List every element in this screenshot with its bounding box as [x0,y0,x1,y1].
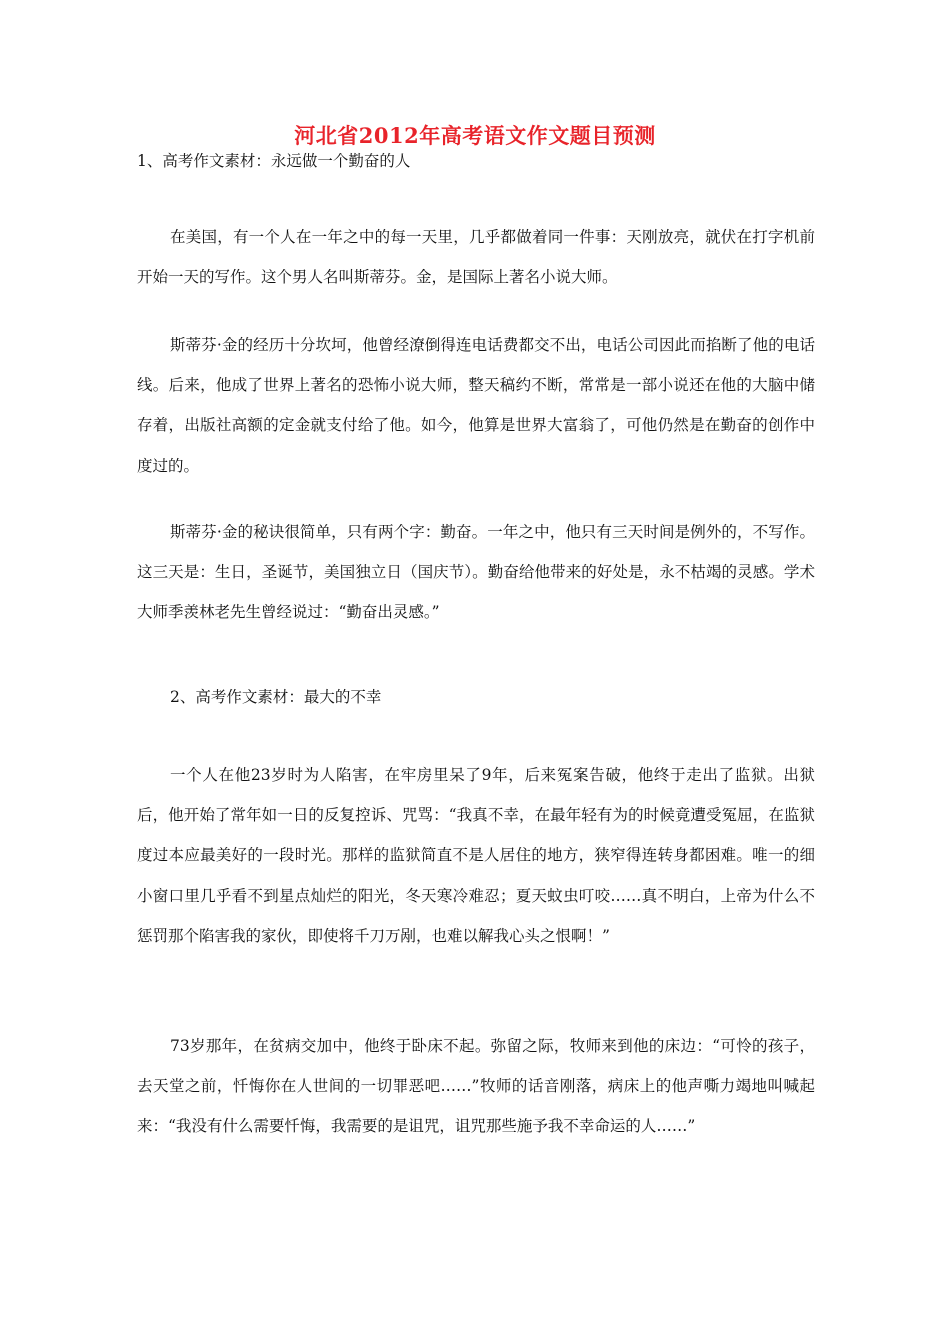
section-2-paragraph-1: 一个人在他23岁时为人陷害，在牢房里呆了9年，后来冤案告破，他终于走出了监狱。出狱后，他开始了常年如一日的反复控诉、咒骂：“我真不幸，在最年轻有为的时候竟遭受冤屈，在监狱度过本应最美好的一段时光。那样的监狱简直不是人居住的地方，狭窄得连转身都困难。唯一的细小窗口里几乎看不到星点灿烂的阳光，冬天寒冷难忍；夏天蚊虫叮咬……真不明白，上帝为什么不惩罚那个陷害我的家伙，即使将千刀万剐，也难以解我心头之恨啊！” [137,766,815,945]
document-title: 河北省2012年高考语文作文题目预测 [294,123,656,148]
section-1-paragraph-3: 斯蒂芬·金的秘诀很简单，只有两个字：勤奋。一年之中，他只有三天时间是例外的，不写作。这三天是：生日，圣诞节，美国独立日（国庆节）。勤奋给他带来的好处是，永不枯竭的灵感。学术大师季羡林老先生曾经说过：“勤奋出灵感。” [137,523,815,622]
section-1-paragraph-1: 在美国，有一个人在一年之中的每一天里，几乎都做着同一件事：天刚放亮，就伏在打字机前开始一天的写作。这个男人名叫斯蒂芬。金，是国际上著名小说大师。 [137,228,815,287]
section-1-paragraph-2: 斯蒂芬·金的经历十分坎坷，他曾经潦倒得连电话费都交不出，电话公司因此而掐断了他的电话线。后来，他成了世界上著名的恐怖小说大师，整天稿约不断，常常是一部小说还在他的大脑中储存着，出版社高额的定金就支付给了他。如今，他算是世界大富翁了，可他仍然是在勤奋的创作中度过的。 [137,336,815,475]
section-2-heading: 2、高考作文素材：最大的不幸 [170,688,382,706]
section-1-heading: 1、高考作文素材：永远做一个勤奋的人 [137,152,411,170]
section-2-paragraph-2: 73岁那年，在贫病交加中，他终于卧床不起。弥留之际，牧师来到他的床边：“可怜的孩子，去天堂之前，忏悔你在人世间的一切罪恶吧……”牧师的话音刚落，病床上的他声嘶力竭地叫喊起来：“我没有什么需要忏悔，我需要的是诅咒，诅咒那些施予我不幸命运的人……” [137,1037,815,1136]
